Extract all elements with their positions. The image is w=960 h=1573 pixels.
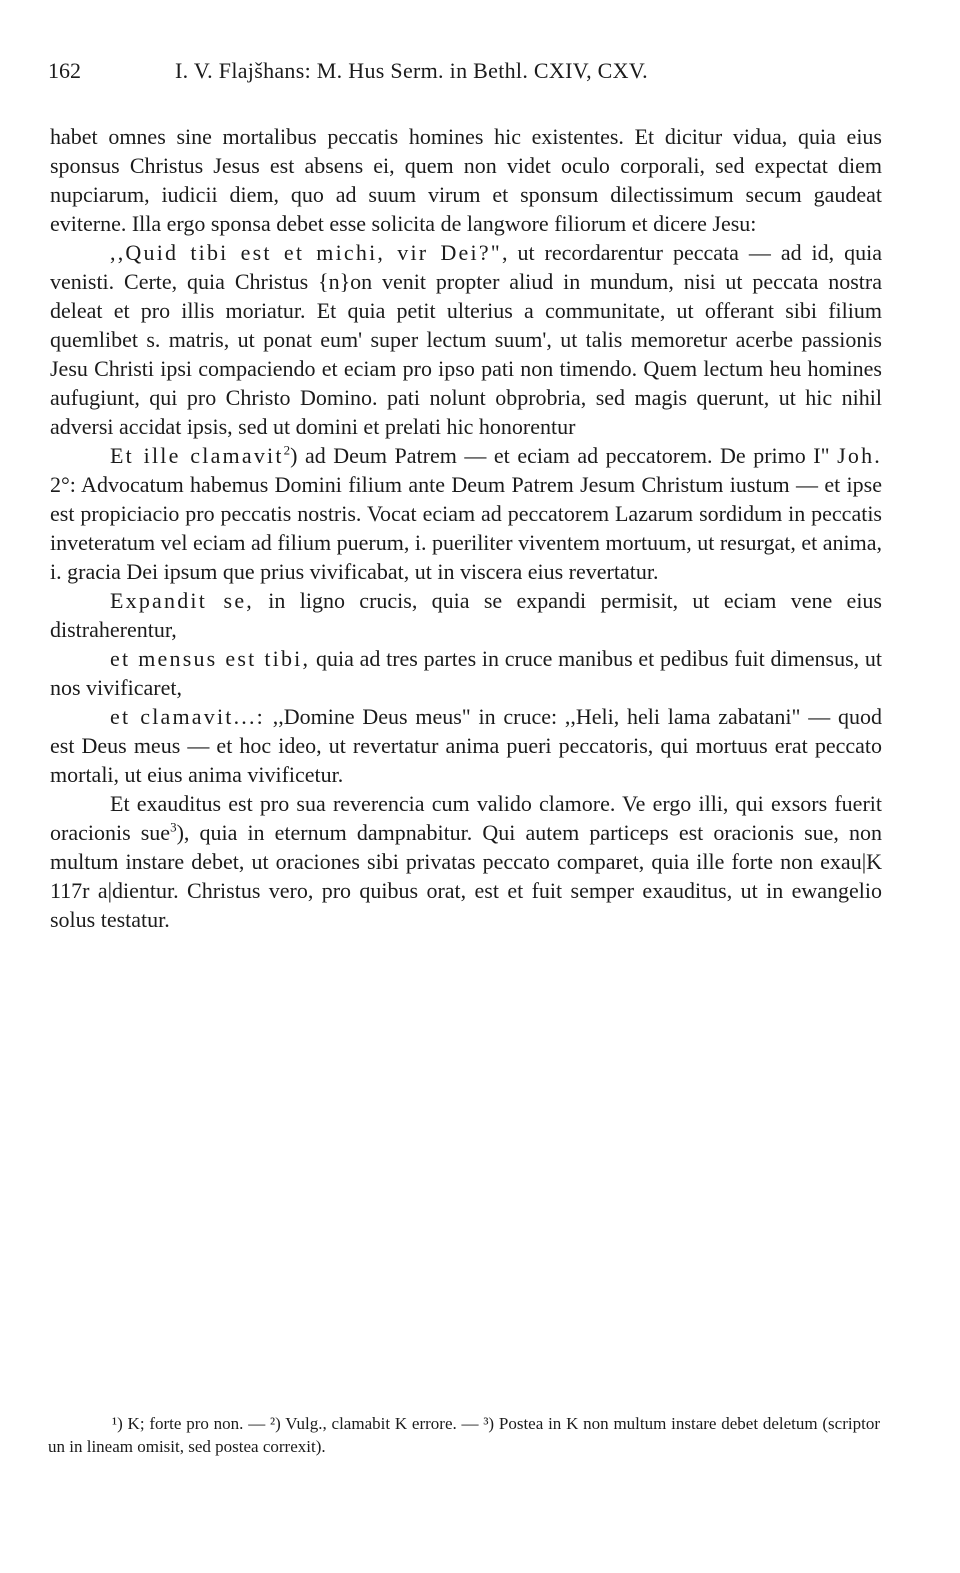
text-run: ,,Domine Deus meus" in cruce: ,,Heli, heli lama zabatani" — quod est Deus meus — et hoc ideo, ut revertatur anima pueri peccatoris, qui mortuus erat peccato mortali, ut eius anima vivificetur. (50, 704, 882, 787)
spaced-lemma: Expandit se, (110, 588, 254, 613)
page-number: 162 (48, 58, 81, 83)
paragraph (50, 586, 882, 644)
paragraph (50, 122, 882, 238)
paragraph (50, 789, 882, 934)
text-run: ), quia in eternum dampnabitur. Qui autem particeps est oracionis sue, non multum instare debet, ut oraciones sibi privatas peccato comparet, quia ille forte non exau|K 117r a|dientur. Christus vero, pro quibus orat, est et fuit semper exauditus, ut in ewangelio solus testatur. (50, 820, 882, 932)
paragraph (50, 238, 882, 441)
paragraph (50, 441, 882, 586)
main-text (50, 122, 882, 934)
spaced-lemma: et clamavit...: (110, 704, 265, 729)
footnote: ¹) K; forte pro non. — ²) Vulg., clamabit K errore. — ³) Postea in K non multum instare debet deletum (scriptor un in lineam omisit, sed postea correxit). (48, 1414, 880, 1456)
text-run: 2°: Advocatum habemus Domini filium ante Deum Patrem Jesum Christum iustum — et ipse est propiciacio pro peccatis nostris. Vocat eciam ad peccatorem Lazarum sordidum in peccatis inveteratum vel eciam ad filium puerum, i. pueriliter viventem mortuum, ut resurgat, et anima, i. gracia Dei ipsum que prius vivificabat, ut in viscera eius revertatur. (50, 472, 882, 584)
spaced-lemma: Joh. (837, 443, 882, 468)
spaced-lemma: Et ille clamavit (110, 443, 284, 468)
text-run: , ut recordarentur peccata — ad id, quia venisti. Certe, quia Christus {n}on venit propter aliud in mundum, nisi ut peccata nostra deleat et pro illis moriatur. Et quia petit ulterius a communitate, ut offerant sibi filium quemlibet s. matris, ut ponat eum' super lectum suum', ut talis memoretur acerbe passionis Jesu Christi ipsi compaciendo et eciam pro ipso pati non timendo. Quem lectum heu homines aufugiunt, qui pro Christo Domino. pati nolunt obprobria, sed magis querunt, ut hic nihil adversi accidat ipsis, sed ut domini et prelati hic honorentur (50, 240, 883, 439)
spaced-lemma: ,,Quid tibi est et michi, vir Dei?" (110, 240, 502, 265)
footnote-ref: 2 (283, 442, 291, 458)
text-run: ) ad Deum Patrem — et eciam ad peccatorem. De primo I" (290, 443, 838, 468)
footnotes (48, 1412, 880, 1458)
spaced-lemma: et mensus est tibi, (110, 646, 311, 671)
text-run: in ligno crucis, quia se expandi permisit, ut eciam vene eius distraherentur, (50, 588, 882, 642)
text-run: Et exauditus est pro sua reverencia cum valido clamore. Ve ergo illi, qui exsors fuerit oracionis sue (50, 791, 882, 845)
paragraph (50, 644, 882, 702)
text-run: habet omnes sine mortalibus peccatis homines hic existentes. Et dicitur vidua, quia eius sponsus Christus Jesus est absens ei, quem non videt oculo corporali, sed expectat diem nupciarum, iudicii diem, quo ad suum virum et sponsum dilectissimum secum gaudeat eviterne. Illa ergo sponsa debet esse solicita de langwore filiorum et dicere Jesu: (50, 124, 882, 236)
paragraph (50, 702, 882, 789)
running-title: I. V. Flajšhans: M. Hus Serm. in Bethl. CXIV, CXV. (175, 58, 648, 83)
text-run: quia ad tres partes in cruce manibus et pedibus fuit dimensus, ut nos vivificaret, (50, 646, 883, 700)
footnote-ref: 3 (170, 819, 177, 835)
